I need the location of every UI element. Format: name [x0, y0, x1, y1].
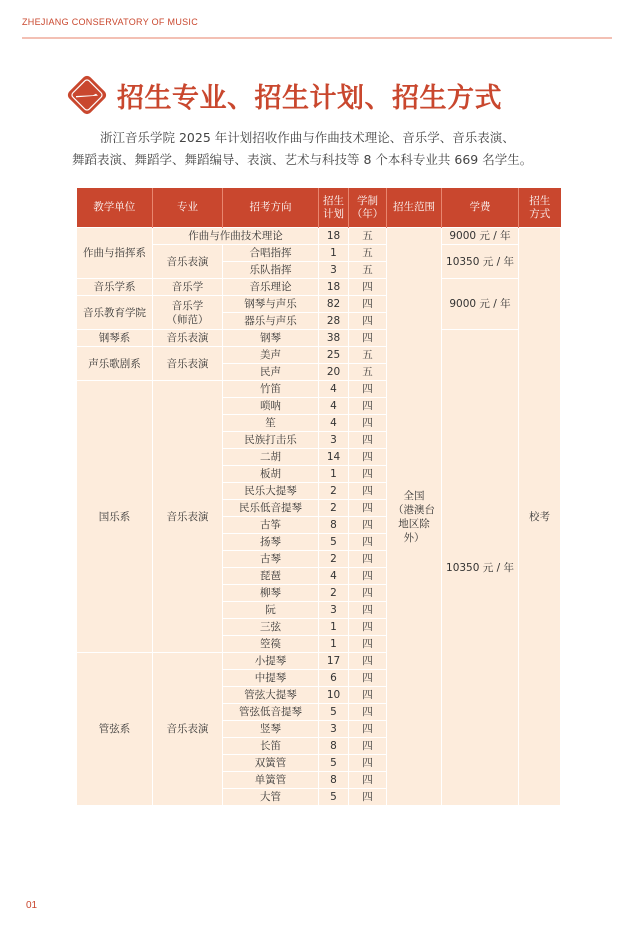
header-rule [22, 37, 612, 39]
direction-cell: 古琴 [223, 551, 319, 568]
header-unit: 教学单位 [77, 188, 153, 228]
unit-cell: 作曲与指挥系 [77, 228, 153, 279]
plan-cell: 2 [319, 500, 349, 517]
fee-cell: 9000 元 / 年 [442, 279, 519, 330]
years-cell: 四 [349, 279, 387, 296]
major-cell: 音乐表演 [153, 330, 223, 347]
scope-cell: 全国 （港澳台 地区除 外） [387, 228, 442, 806]
direction-cell: 器乐与声乐 [223, 313, 319, 330]
direction-cell: 合唱指挥 [223, 245, 319, 262]
years-cell: 四 [349, 704, 387, 721]
years-cell: 四 [349, 500, 387, 517]
direction-cell: 美声 [223, 347, 319, 364]
header-direction: 招考方向 [223, 188, 319, 228]
direction-cell: 单簧管 [223, 772, 319, 789]
plan-cell: 18 [319, 228, 349, 245]
plan-cell: 5 [319, 755, 349, 772]
years-cell: 四 [349, 432, 387, 449]
years-cell: 四 [349, 653, 387, 670]
direction-cell: 唢呐 [223, 398, 319, 415]
years-cell: 四 [349, 619, 387, 636]
direction-cell: 小提琴 [223, 653, 319, 670]
plan-cell: 20 [319, 364, 349, 381]
years-cell: 四 [349, 534, 387, 551]
unit-cell: 钢琴系 [77, 330, 153, 347]
direction-cell: 民乐低音提琴 [223, 500, 319, 517]
plan-cell: 4 [319, 415, 349, 432]
direction-cell: 管弦低音提琴 [223, 704, 319, 721]
direction-cell: 竹笛 [223, 381, 319, 398]
years-cell: 四 [349, 466, 387, 483]
direction-cell: 大管 [223, 789, 319, 806]
years-cell: 四 [349, 721, 387, 738]
direction-cell: 钢琴 [223, 330, 319, 347]
major-cell: 作曲与作曲技术理论 [153, 228, 319, 245]
years-cell: 四 [349, 755, 387, 772]
unit-cell: 国乐系 [77, 381, 153, 653]
section-title: 招生专业、招生计划、招生方式 [117, 82, 502, 114]
fee-cell: 10350 元 / 年 [442, 245, 519, 279]
years-cell: 五 [349, 245, 387, 262]
page-number: 01 [26, 900, 38, 911]
header-fee: 学费 [442, 188, 519, 228]
enrollment-plan-table [76, 188, 561, 806]
direction-cell: 三弦 [223, 619, 319, 636]
direction-cell: 二胡 [223, 449, 319, 466]
years-cell: 四 [349, 313, 387, 330]
plan-cell: 82 [319, 296, 349, 313]
plan-cell: 2 [319, 551, 349, 568]
plan-cell: 14 [319, 449, 349, 466]
years-cell: 五 [349, 262, 387, 279]
years-cell: 四 [349, 568, 387, 585]
direction-cell: 管弦大提琴 [223, 687, 319, 704]
direction-cell: 笙 [223, 415, 319, 432]
plan-cell: 6 [319, 670, 349, 687]
header-major: 专业 [153, 188, 223, 228]
header-scope: 招生范围 [387, 188, 442, 228]
plan-cell: 5 [319, 704, 349, 721]
header-years: 学制 （年） [349, 188, 387, 228]
direction-cell: 民声 [223, 364, 319, 381]
direction-cell: 中提琴 [223, 670, 319, 687]
fee-cell: 10350 元 / 年 [442, 330, 519, 806]
years-cell: 五 [349, 364, 387, 381]
plan-cell: 10 [319, 687, 349, 704]
plan-cell: 4 [319, 398, 349, 415]
direction-cell: 古筝 [223, 517, 319, 534]
plan-cell: 8 [319, 738, 349, 755]
major-cell: 音乐表演 [153, 347, 223, 381]
direction-cell: 音乐理论 [223, 279, 319, 296]
plan-cell: 2 [319, 483, 349, 500]
years-cell: 四 [349, 381, 387, 398]
major-cell: 音乐学 （师范） [153, 296, 223, 330]
direction-cell: 扬琴 [223, 534, 319, 551]
direction-cell: 民族打击乐 [223, 432, 319, 449]
years-cell: 四 [349, 585, 387, 602]
years-cell: 四 [349, 330, 387, 347]
years-cell: 四 [349, 517, 387, 534]
direction-cell: 板胡 [223, 466, 319, 483]
plan-cell: 2 [319, 585, 349, 602]
method-cell: 校考 [519, 228, 561, 806]
running-head: ZHEJIANG CONSERVATORY OF MUSIC [22, 17, 199, 27]
direction-cell: 双簧管 [223, 755, 319, 772]
years-cell: 四 [349, 602, 387, 619]
plan-cell: 17 [319, 653, 349, 670]
major-cell: 音乐表演 [153, 381, 223, 653]
intro-line-2: 舞蹈表演、舞蹈学、舞蹈编导、表演、艺术与科技等 8 个本科专业共 669 名学生。 [72, 152, 533, 167]
years-cell: 四 [349, 687, 387, 704]
plan-cell: 3 [319, 602, 349, 619]
years-cell: 四 [349, 398, 387, 415]
unit-cell: 声乐歌剧系 [77, 347, 153, 381]
plan-cell: 8 [319, 517, 349, 534]
plan-cell: 3 [319, 262, 349, 279]
plan-cell: 5 [319, 789, 349, 806]
plan-cell: 8 [319, 772, 349, 789]
plan-cell: 28 [319, 313, 349, 330]
plan-cell: 4 [319, 568, 349, 585]
direction-cell: 乐队指挥 [223, 262, 319, 279]
table-row [77, 330, 561, 347]
header-method: 招生 方式 [519, 188, 561, 228]
plan-cell: 38 [319, 330, 349, 347]
direction-cell: 箜篌 [223, 636, 319, 653]
years-cell: 四 [349, 483, 387, 500]
header-plan: 招生 计划 [319, 188, 349, 228]
direction-cell: 长笛 [223, 738, 319, 755]
years-cell: 四 [349, 449, 387, 466]
plan-cell: 3 [319, 721, 349, 738]
plan-cell: 4 [319, 381, 349, 398]
table-row [77, 228, 561, 245]
unit-cell: 音乐学系 [77, 279, 153, 296]
direction-cell: 竖琴 [223, 721, 319, 738]
section-number-badge-icon [63, 71, 111, 119]
years-cell: 五 [349, 228, 387, 245]
intro-line-1: 浙江音乐学院 2025 年计划招收作曲与作曲技术理论、音乐学、音乐表演、 [100, 130, 515, 145]
direction-cell: 阮 [223, 602, 319, 619]
direction-cell: 柳琴 [223, 585, 319, 602]
years-cell: 四 [349, 551, 387, 568]
plan-cell: 5 [319, 534, 349, 551]
intro-paragraph [72, 127, 572, 171]
table-row [77, 279, 561, 296]
table-header-row [77, 188, 561, 228]
years-cell: 四 [349, 670, 387, 687]
plan-cell: 1 [319, 636, 349, 653]
years-cell: 四 [349, 415, 387, 432]
unit-cell: 音乐教育学院 [77, 296, 153, 330]
direction-cell: 钢琴与声乐 [223, 296, 319, 313]
plan-cell: 1 [319, 245, 349, 262]
major-cell: 音乐表演 [153, 245, 223, 279]
fee-cell: 9000 元 / 年 [442, 228, 519, 245]
unit-cell: 管弦系 [77, 653, 153, 806]
direction-cell: 民乐大提琴 [223, 483, 319, 500]
years-cell: 四 [349, 636, 387, 653]
major-cell: 音乐学 [153, 279, 223, 296]
plan-cell: 1 [319, 619, 349, 636]
years-cell: 四 [349, 738, 387, 755]
years-cell: 四 [349, 296, 387, 313]
years-cell: 四 [349, 789, 387, 806]
years-cell: 四 [349, 772, 387, 789]
major-cell: 音乐表演 [153, 653, 223, 806]
plan-cell: 25 [319, 347, 349, 364]
direction-cell: 琵琶 [223, 568, 319, 585]
plan-cell: 3 [319, 432, 349, 449]
section-heading [63, 69, 502, 121]
plan-cell: 1 [319, 466, 349, 483]
plan-cell: 18 [319, 279, 349, 296]
years-cell: 五 [349, 347, 387, 364]
